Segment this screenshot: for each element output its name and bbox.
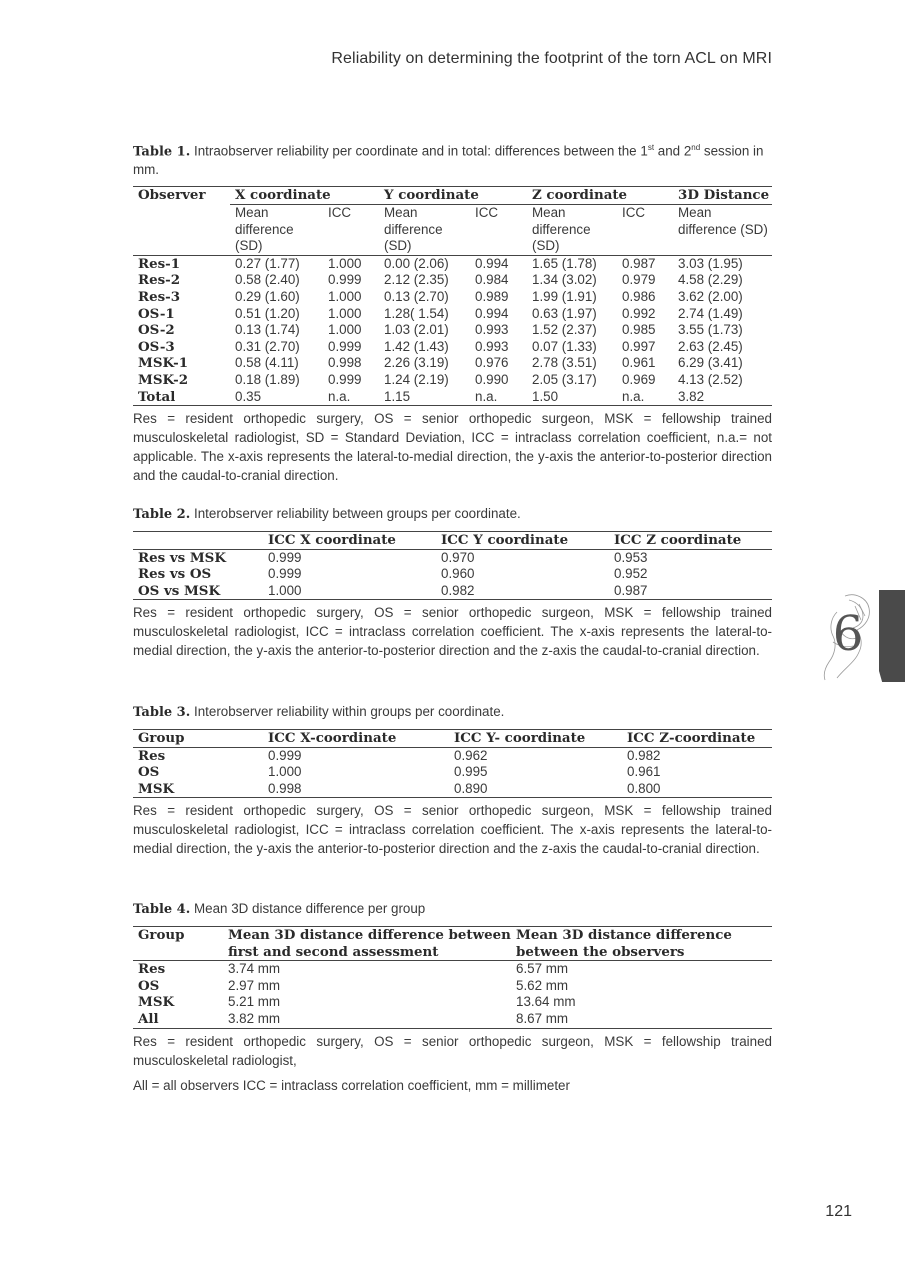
table-cell: 0.976 bbox=[475, 355, 509, 371]
table3-caption: Table 3. Interobserver reliability within groups per coordinate. bbox=[133, 704, 505, 720]
table-cell: 0.989 bbox=[475, 289, 509, 305]
table-cell: 0.999 bbox=[268, 747, 302, 763]
table-row bbox=[133, 322, 772, 339]
table1-block bbox=[133, 139, 772, 485]
table-cell: 0.986 bbox=[622, 289, 656, 305]
table-cell: 1.000 bbox=[328, 305, 362, 321]
table-cell: 1.24 (2.19) bbox=[384, 372, 449, 387]
table-cell: 2.05 (3.17) bbox=[532, 372, 597, 387]
table-cell: 3.03 (1.95) bbox=[678, 255, 743, 271]
header-cell bbox=[133, 532, 263, 550]
table-cell: 1.000 bbox=[268, 764, 302, 780]
table-cell: 1.34 (3.02) bbox=[532, 272, 597, 288]
table-cell: 0.994 bbox=[475, 255, 509, 271]
table-cell: 1.42 (1.43) bbox=[384, 338, 449, 354]
table-row bbox=[133, 272, 772, 289]
table-row bbox=[133, 306, 772, 323]
table-cell: 0.961 bbox=[627, 764, 661, 780]
table-row bbox=[133, 994, 772, 1011]
table-cell: 0.890 bbox=[449, 781, 622, 798]
table-cell: 0.999 bbox=[328, 372, 362, 387]
table2-caption: Table 2. Interobserver reliability between groups per coordinate. bbox=[133, 506, 521, 522]
table-row bbox=[133, 255, 772, 272]
table4-note-2: All = all observers ICC = intraclass correlation coefficient, mm = millimeter bbox=[133, 1077, 570, 1093]
table1 bbox=[133, 186, 772, 406]
table-cell: 0.984 bbox=[475, 272, 509, 288]
header-cell: Mean 3D distance difference between first and second assessment bbox=[223, 927, 511, 961]
table-cell: 3.62 (2.00) bbox=[678, 289, 743, 305]
header-cell: Mean 3D distance difference between the observers bbox=[511, 927, 772, 961]
table-row bbox=[133, 781, 772, 798]
row-header: OS-3 bbox=[138, 338, 175, 355]
table-cell: 3.82 bbox=[673, 389, 772, 406]
col-3d-distance: 3D Distance bbox=[673, 187, 772, 205]
table-cell: 0.979 bbox=[622, 272, 656, 288]
table-cell: 0.969 bbox=[622, 372, 656, 387]
chapter-number: 6 bbox=[832, 606, 864, 662]
table-row bbox=[133, 1011, 772, 1028]
table-row bbox=[133, 583, 772, 600]
table3-block bbox=[133, 703, 772, 858]
table-cell: 13.64 mm bbox=[516, 994, 576, 1010]
table-cell: 0.985 bbox=[622, 322, 656, 338]
table-cell: 6.29 (3.41) bbox=[678, 355, 743, 371]
col-observer: Observer bbox=[133, 187, 230, 255]
table-row bbox=[133, 747, 772, 764]
header-cell: Group bbox=[133, 730, 263, 748]
table4-note: Res = resident orthopedic surgery, OS = senior orthopedic surgeon, MSK = fellowship trained musculoskeletal radiologist, bbox=[133, 1033, 772, 1068]
table-cell: 1.000 bbox=[328, 289, 362, 305]
table-cell: 0.993 bbox=[475, 338, 509, 354]
table-cell: 3.74 mm bbox=[228, 961, 281, 977]
table-cell: 2.97 mm bbox=[228, 977, 281, 993]
table-cell: 0.993 bbox=[475, 322, 509, 338]
row-header: MSK bbox=[138, 994, 175, 1011]
table-cell: 0.987 bbox=[622, 255, 656, 271]
table-cell: 0.999 bbox=[268, 566, 302, 582]
table-row bbox=[133, 978, 772, 995]
table-cell: 0.970 bbox=[441, 549, 475, 565]
col-x-coordinate: X coordinate bbox=[230, 187, 379, 205]
table-cell: 0.13 (1.74) bbox=[235, 322, 300, 338]
row-header: MSK-1 bbox=[138, 355, 189, 372]
table-cell: 0.962 bbox=[454, 747, 488, 763]
sub-icc: ICC bbox=[328, 205, 352, 221]
table-cell: 0.29 (1.60) bbox=[235, 289, 300, 305]
table-cell: 0.999 bbox=[328, 338, 362, 354]
row-header: All bbox=[133, 1011, 223, 1028]
table-cell: 1.03 (2.01) bbox=[384, 322, 449, 338]
table-cell: n.a. bbox=[323, 389, 379, 406]
table-cell: 0.18 (1.89) bbox=[235, 372, 300, 387]
table-cell: 0.00 (2.06) bbox=[384, 255, 449, 271]
table-cell: 0.987 bbox=[609, 583, 772, 600]
table-cell: 0.58 (4.11) bbox=[235, 355, 299, 371]
table-cell: 0.982 bbox=[436, 583, 609, 600]
table-cell: 1.000 bbox=[328, 322, 362, 338]
row-header: OS vs MSK bbox=[133, 583, 263, 600]
chapter-tab[interactable] bbox=[879, 590, 905, 682]
row-header: OS bbox=[138, 764, 160, 781]
table2-note: Res = resident orthopedic surgery, OS = senior orthopedic surgeon, MSK = fellowship trained musculoskeletal radiologist, ICC = intraclass correlation coefficient. The x-axis represents the lateral-to-medial direction, the y-axis the anterior-to-posterior direction and the z-axis the caudal-to-cranial direction. bbox=[133, 605, 772, 659]
table-cell: 0.994 bbox=[475, 305, 509, 321]
row-header: Res-2 bbox=[138, 272, 181, 289]
table1-note: Res = resident orthopedic surgery, OS = senior orthopedic surgeon, MSK = fellowship trained musculoskeletal radiologist, SD = Standard Deviation, ICC = intraclass correlation coefficient, n.a.= not applicable. The x-axis represents the lateral-to-medial direction, the y-axis the anterior-to-posterior direction and the caudal-to-cranial direction. bbox=[133, 411, 772, 484]
table-cell: 1.50 bbox=[527, 389, 617, 406]
col-z-coordinate: Z coordinate bbox=[527, 187, 673, 205]
table-cell: 0.982 bbox=[627, 747, 661, 763]
table-cell: n.a. bbox=[470, 389, 527, 406]
row-header: MSK bbox=[133, 781, 263, 798]
running-head: Reliability on determining the footprint of the torn ACL on MRI bbox=[331, 50, 772, 67]
table-cell: 2.12 (2.35) bbox=[384, 272, 449, 288]
table-cell: 0.51 (1.20) bbox=[235, 305, 300, 321]
sub-icc: ICC bbox=[475, 205, 499, 221]
table-row bbox=[133, 549, 772, 566]
row-header: Res-1 bbox=[138, 255, 181, 272]
table-cell: 5.21 mm bbox=[228, 994, 281, 1010]
header-cell: Group bbox=[133, 927, 223, 961]
table-cell: 2.78 (3.51) bbox=[532, 355, 597, 371]
table-cell: 0.992 bbox=[622, 305, 656, 321]
table-cell: 0.953 bbox=[614, 549, 648, 565]
sub-icc: ICC bbox=[622, 205, 646, 221]
table1-caption: Table 1. Intraobserver reliability per coordinate and in total: differences between the 1st and 2nd session in mm. bbox=[133, 143, 764, 178]
table-cell: 5.62 mm bbox=[516, 977, 569, 993]
table-cell: 0.58 (2.40) bbox=[235, 272, 300, 288]
header-cell: ICC Y coordinate bbox=[436, 532, 609, 550]
table-row bbox=[133, 961, 772, 978]
table-row bbox=[133, 764, 772, 781]
table-cell: 0.13 (2.70) bbox=[384, 289, 449, 305]
table-cell: 0.800 bbox=[622, 781, 772, 798]
row-header: Res bbox=[138, 747, 166, 764]
sub-mean: Mean difference (SD) bbox=[384, 205, 443, 254]
table-cell: 0.998 bbox=[263, 781, 449, 798]
header-cell: ICC Z-coordinate bbox=[622, 730, 772, 748]
row-header: OS-2 bbox=[138, 322, 175, 339]
table-cell: 0.35 bbox=[230, 389, 323, 406]
table-cell: 0.997 bbox=[622, 338, 656, 354]
sub-mean: Mean difference (SD) bbox=[678, 205, 768, 237]
table-row bbox=[133, 289, 772, 306]
table3 bbox=[133, 729, 772, 798]
sub-mean: Mean difference (SD) bbox=[235, 205, 294, 254]
table-cell: 6.57 mm bbox=[516, 961, 569, 977]
table-cell: 0.998 bbox=[328, 355, 362, 371]
table-cell: 0.961 bbox=[622, 355, 656, 371]
row-header: OS bbox=[138, 977, 160, 994]
table-cell: 3.55 (1.73) bbox=[678, 322, 743, 338]
col-y-coordinate: Y coordinate bbox=[379, 187, 527, 205]
table-row bbox=[133, 372, 772, 389]
table4 bbox=[133, 926, 772, 1029]
sub-mean: Mean difference (SD) bbox=[532, 205, 591, 254]
table-cell: 1.99 (1.91) bbox=[532, 289, 597, 305]
row-header: Res-3 bbox=[138, 289, 181, 306]
row-header: Res vs MSK bbox=[138, 549, 226, 566]
header-cell: ICC Y- coordinate bbox=[449, 730, 622, 748]
header-cell: ICC Z coordinate bbox=[609, 532, 772, 550]
table3-note: Res = resident orthopedic surgery, OS = senior orthopedic surgeon, MSK = fellowship trained musculoskeletal radiologist, ICC = intraclass correlation coefficient. The x-axis represents the lateral-to-medial direction, the y-axis the anterior-to-posterior direction and the z-axis the caudal-to-cranial direction. bbox=[133, 803, 772, 857]
table-cell: 4.58 (2.29) bbox=[678, 272, 743, 288]
row-header: MSK-2 bbox=[138, 372, 189, 388]
header-cell: ICC X-coordinate bbox=[263, 730, 449, 748]
table-cell: 1.28( 1.54) bbox=[384, 305, 449, 321]
page-number: 121 bbox=[825, 1203, 852, 1220]
table-cell: 0.31 (2.70) bbox=[235, 338, 300, 354]
table-cell: 2.63 (2.45) bbox=[678, 338, 743, 354]
table-row bbox=[133, 339, 772, 356]
row-header: Res vs OS bbox=[138, 566, 212, 583]
table-cell: 1.15 bbox=[379, 389, 470, 406]
row-header: OS-1 bbox=[138, 305, 175, 322]
table-cell: 0.952 bbox=[614, 566, 648, 582]
table-cell: n.a. bbox=[617, 389, 673, 406]
table-cell: 1.000 bbox=[328, 255, 362, 271]
row-header: Total bbox=[133, 389, 230, 406]
table-cell: 0.27 (1.77) bbox=[235, 255, 300, 271]
table-cell: 0.07 (1.33) bbox=[532, 338, 597, 354]
table-row bbox=[133, 389, 772, 406]
table-cell: 0.63 (1.97) bbox=[532, 305, 597, 321]
table-cell: 2.26 (3.19) bbox=[384, 355, 449, 371]
table-cell: 0.995 bbox=[454, 764, 488, 780]
table-row bbox=[133, 566, 772, 583]
table4-block bbox=[133, 900, 772, 1095]
table-cell: 0.999 bbox=[268, 549, 302, 565]
table-cell: 1.000 bbox=[263, 583, 436, 600]
table-cell: 4.13 (2.52) bbox=[678, 372, 743, 387]
table-cell: 3.82 mm bbox=[223, 1011, 511, 1028]
table-cell: 0.999 bbox=[328, 272, 362, 288]
table4-caption: Table 4. Mean 3D distance difference per group bbox=[133, 901, 426, 917]
header-cell: ICC X coordinate bbox=[263, 532, 436, 550]
table-cell: 1.52 (2.37) bbox=[532, 322, 597, 338]
table2 bbox=[133, 531, 772, 600]
row-header: Res bbox=[138, 961, 166, 978]
table-cell: 0.990 bbox=[475, 372, 509, 387]
table-cell: 8.67 mm bbox=[511, 1011, 772, 1028]
table-cell: 0.960 bbox=[441, 566, 475, 582]
table-row bbox=[133, 355, 772, 372]
table-cell: 2.74 (1.49) bbox=[678, 305, 743, 321]
table-cell: 1.65 (1.78) bbox=[532, 255, 597, 271]
table2-block bbox=[133, 505, 772, 660]
